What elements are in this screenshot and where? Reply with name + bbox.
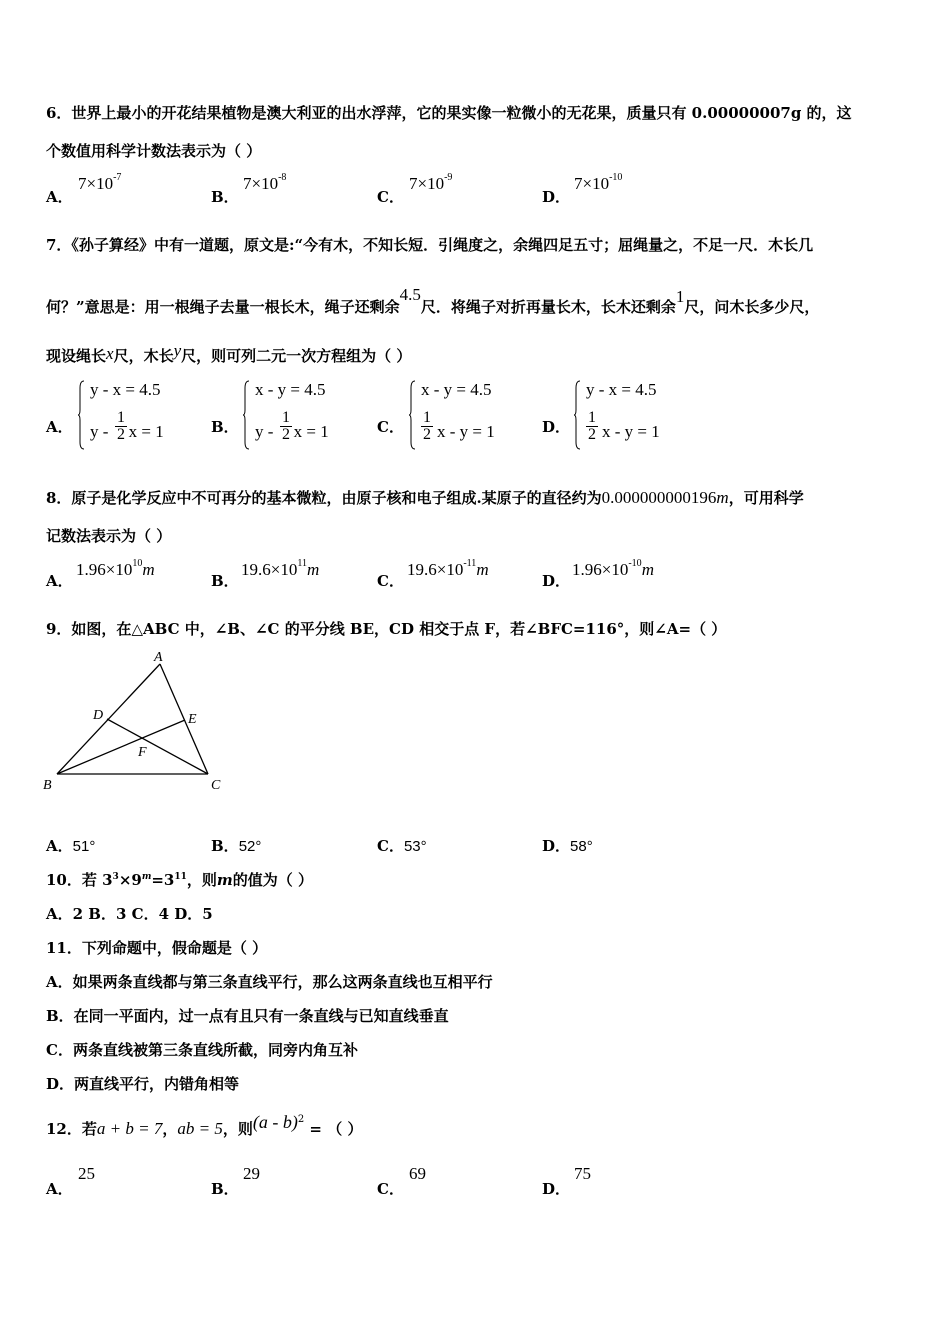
triangle-figure <box>40 648 240 798</box>
q7-option-c-system <box>409 380 529 456</box>
q7-option-d-fraction: 1 2 <box>588 409 596 443</box>
q7-option-b-eq1: x - y = 4.5 <box>255 380 326 399</box>
q9-option-c: C．53° <box>377 837 427 855</box>
bisector-be <box>57 720 185 774</box>
q6-line1: 6．世界上最小的开花结果植物是澳大利亚的出水浮萍，它的果实像一粒微小的无花果，质量只有 0.00000007g 的，这 <box>46 104 852 122</box>
q11-option-d: D．两直线平行，内错角相等 <box>46 1075 240 1093</box>
q11-option-a: A．如果两条直线都与第三条直线平行，那么这两条直线也互相平行 <box>46 973 493 991</box>
q10-options: A．2 B．3 C．4 D．5 <box>46 905 213 923</box>
q7-option-c-letter: C． <box>377 418 404 436</box>
label-f: F <box>138 745 147 760</box>
q6-line2: 个数值用科学计数法表示为（ ） <box>46 142 262 160</box>
q6-option-a-value: $7\times 10^{-7}$ <box>78 172 122 193</box>
q6-option-b-letter: B． <box>211 188 239 206</box>
brace-icon <box>78 380 84 450</box>
brace-icon <box>409 380 415 450</box>
q8-option-d-value: $1.96\times 10^{-10}m$ <box>572 558 654 579</box>
q7-option-b-eq2: y - x = 1 <box>255 422 329 441</box>
q7-line1: 7．《孙子算经》中有一道题，原文是:“今有木，不知长短．引绳度之，余绳四足五寸；屈绳量之，不足一尺．木长几 <box>46 236 814 254</box>
q6-option-a-letter: A． <box>46 188 73 206</box>
q7-option-a-system <box>78 380 198 456</box>
q6-option-b-value: $7\times 10^{-8}$ <box>243 172 287 193</box>
q8-line2: 记数法表示为（ ） <box>46 527 172 545</box>
q9-option-d: D．58° <box>542 837 593 855</box>
label-a: A <box>154 650 163 665</box>
q8-line1: 8．原子是化学反应中不可再分的基本微粒，由原子核和电子组成.某原子的直径约为0.000000000196m，可用科学 <box>46 488 804 507</box>
q6-option-c-value: $7\times 10^{-9}$ <box>409 172 453 193</box>
q9-line1: 9．如图，在△ABC 中，∠B、∠C 的平分线 BE，CD 相交于点 F，若∠BFC=116°，则∠A=（ ） <box>46 620 727 638</box>
q6-option-c-letter: C． <box>377 188 404 206</box>
q8-option-a-value: $1.96\times 10^{10}m$ <box>76 558 155 579</box>
label-d: D <box>93 708 104 723</box>
q7-option-c-fraction: 1 2 <box>423 409 431 443</box>
q12-option-a-letter: A． <box>46 1180 73 1198</box>
q8-option-c-value: $19.6\times 10^{-11}m$ <box>407 558 489 579</box>
q7-option-b-system <box>243 380 363 456</box>
q7-option-d-eq1: y - x = 4.5 <box>586 380 657 399</box>
q12-option-d-letter: D． <box>542 1180 571 1198</box>
q7-option-d-eq2: x - y = 1 <box>602 422 660 441</box>
q12-option-b-letter: B． <box>211 1180 239 1198</box>
q10-line1: 10．若 $3^3\times 9^m=3^{11}$，则m的值为（ ） <box>46 871 314 889</box>
label-e: E <box>188 712 197 727</box>
brace-icon <box>243 380 249 450</box>
q12-option-d-value: 75 <box>574 1164 591 1183</box>
q7-option-c-eq1: x - y = 4.5 <box>421 380 492 399</box>
label-b: B <box>43 778 52 793</box>
brace-icon <box>574 380 580 450</box>
q7-option-a-fraction: 1 2 <box>117 409 125 443</box>
q12-option-a-value: 25 <box>78 1164 95 1183</box>
q7-line2: 何？”意思是：用一根绳子去量一根长木，绳子还剩余4.5尺．将绳子对折再量长木，长木还剩余1尺，问木长多少尺， <box>46 285 820 316</box>
q9-option-a: A．51° <box>46 837 96 855</box>
q12-option-c-value: 69 <box>409 1164 426 1183</box>
q7-line3: 现设绳长x尺，木长y尺，则可列二元一次方程组为（ ） <box>46 341 412 365</box>
q12-option-b-value: 29 <box>243 1164 260 1183</box>
q11-line1: 11．下列命题中，假命题是（ ） <box>46 939 268 957</box>
q12-option-c-letter: C． <box>377 1180 404 1198</box>
q6-option-d-value: $7\times 10^{-10}$ <box>574 172 623 193</box>
q7-option-b-fraction: 1 2 <box>282 409 290 443</box>
q7-option-d-letter: D． <box>542 418 571 436</box>
q11-option-b: B．在同一平面内，过一点有且只有一条直线与已知直线垂直 <box>46 1007 449 1025</box>
q8-option-b-value: $19.6\times 10^{11}m$ <box>241 558 320 579</box>
q8-option-c-letter: C． <box>377 572 404 590</box>
edge-ac <box>160 664 208 774</box>
q7-option-c-eq2: x - y = 1 <box>437 422 495 441</box>
q12-line1: 12．若a + b = 7，ab = 5，则(a - b)$^2$ = （ ） <box>46 1112 363 1138</box>
q7-option-a-eq2: y - x = 1 <box>90 422 164 441</box>
q7-option-d-system <box>574 380 694 456</box>
q6-option-d-letter: D． <box>542 188 571 206</box>
q9-option-b: B．52° <box>211 837 262 855</box>
q8-option-d-letter: D． <box>542 572 571 590</box>
q7-option-b-letter: B． <box>211 418 239 436</box>
label-c: C <box>211 778 221 793</box>
q7-option-a-letter: A． <box>46 418 73 436</box>
q11-option-c: C．两条直线被第三条直线所截，同旁内角互补 <box>46 1041 358 1059</box>
q8-option-a-letter: A． <box>46 572 73 590</box>
q7-option-a-eq1: y - x = 4.5 <box>90 380 161 399</box>
q8-option-b-letter: B． <box>211 572 239 590</box>
